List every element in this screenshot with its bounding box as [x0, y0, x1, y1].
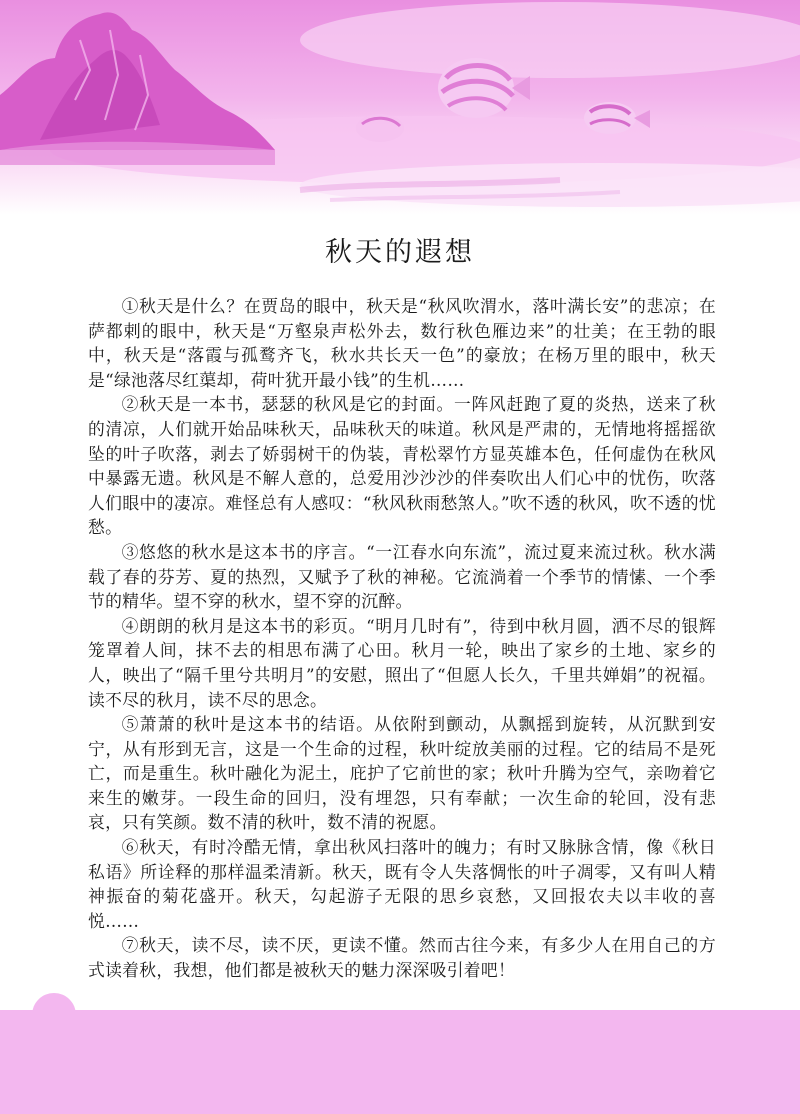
paragraph-6: ⑥秋天，有时冷酷无情，拿出秋风扫落叶的魄力；有时又脉脉含情，像《秋日私语》所诠释的那样温柔清新。秋天，既有令人失落惆怅的叶子凋零，又有叫人精神振奋的菊花盛开。秋天，勾起游子无限的思乡哀愁，又回报农夫以丰收的喜悦…… [88, 837, 716, 931]
header-banner [0, 0, 800, 215]
paragraph-3: ③悠悠的秋水是这本书的序言。“一江春水向东流”，流过夏来流过秋。秋水满载了春的芬芳、夏的热烈，又赋予了秋的神秘。它流淌着一个季节的情愫、一个季节的精华。望不穿的秋水，望不穿的沉醉。 [88, 541, 716, 612]
banner-illustration [0, 0, 800, 215]
paragraph-4: ④朗朗的秋月是这本书的彩页。“明月几时有”，待到中秋月圆，洒不尽的银辉笼罩着人间，抹不去的相思布满了心田。秋月一轮，映出了家乡的土地、家乡的人，映出了“隔千里兮共明月”的安慰，照出了“但愿人长久，千里共婵娟”的祝福。读不尽的秋月，读不尽的思念。 [88, 615, 716, 710]
paragraph-1: ①秋天是什么？在贾岛的眼中，秋天是“秋风吹渭水，落叶满长安”的悲凉；在萨都剌的眼中，秋天是“万壑泉声松外去，数行秋色雁边来”的壮美；在王勃的眼中，秋天是“落霞与孤鹜齐飞，秋水共长天一色”的豪放；在杨万里的眼中，秋天是“绿池落尽红蕖却，荷叶犹开最小钱”的生机…… [88, 296, 716, 390]
paragraph-5: ⑤萧萧的秋叶是这本书的结语。从依附到颤动，从飘摇到旋转，从沉默到安宁，从有形到无言，这是一个生命的过程，秋叶绽放美丽的过程。它的结局不是死亡，而是重生。秋叶融化为泥土，庇护了它前世的家；秋叶升腾为空气，亲吻着它来生的嫩芽。一段生命的回归，没有埋怨，只有奉献；一次生命的轮回，没有悲哀，只有笑颜。数不清的秋叶，数不清的祝愿。 [88, 714, 716, 833]
paragraph-7: ⑦秋天，读不尽，读不厌，更读不懂。然而古往今来，有多少人在用自己的方式读着秋，我想，他们都是被秋天的魅力深深吸引着吧！ [88, 935, 716, 981]
article-body [88, 294, 716, 983]
article-title: 秋天的遐想 [325, 237, 475, 268]
paragraph-2: ②秋天是一本书，瑟瑟的秋风是它的封面。一阵风赶跑了夏的炎热，送来了秋的清凉，人们就开始品味秋天，品味秋天的味道。秋风是严肃的，无情地将摇摇欲坠的叶子吹落，剥去了娇弱树干的伪装，青松翠竹方显英雄本色，任何虚伪在秋风中暴露无遗。秋风是不解人意的，总爱用沙沙沙的伴奏吹出人们心中的忧伤，吹落人们眼中的凄凉。难怪总有人感叹：“秋风秋雨愁煞人。”吹不透的秋风，吹不透的忧愁。 [88, 394, 716, 538]
footer-band [0, 1010, 800, 1114]
